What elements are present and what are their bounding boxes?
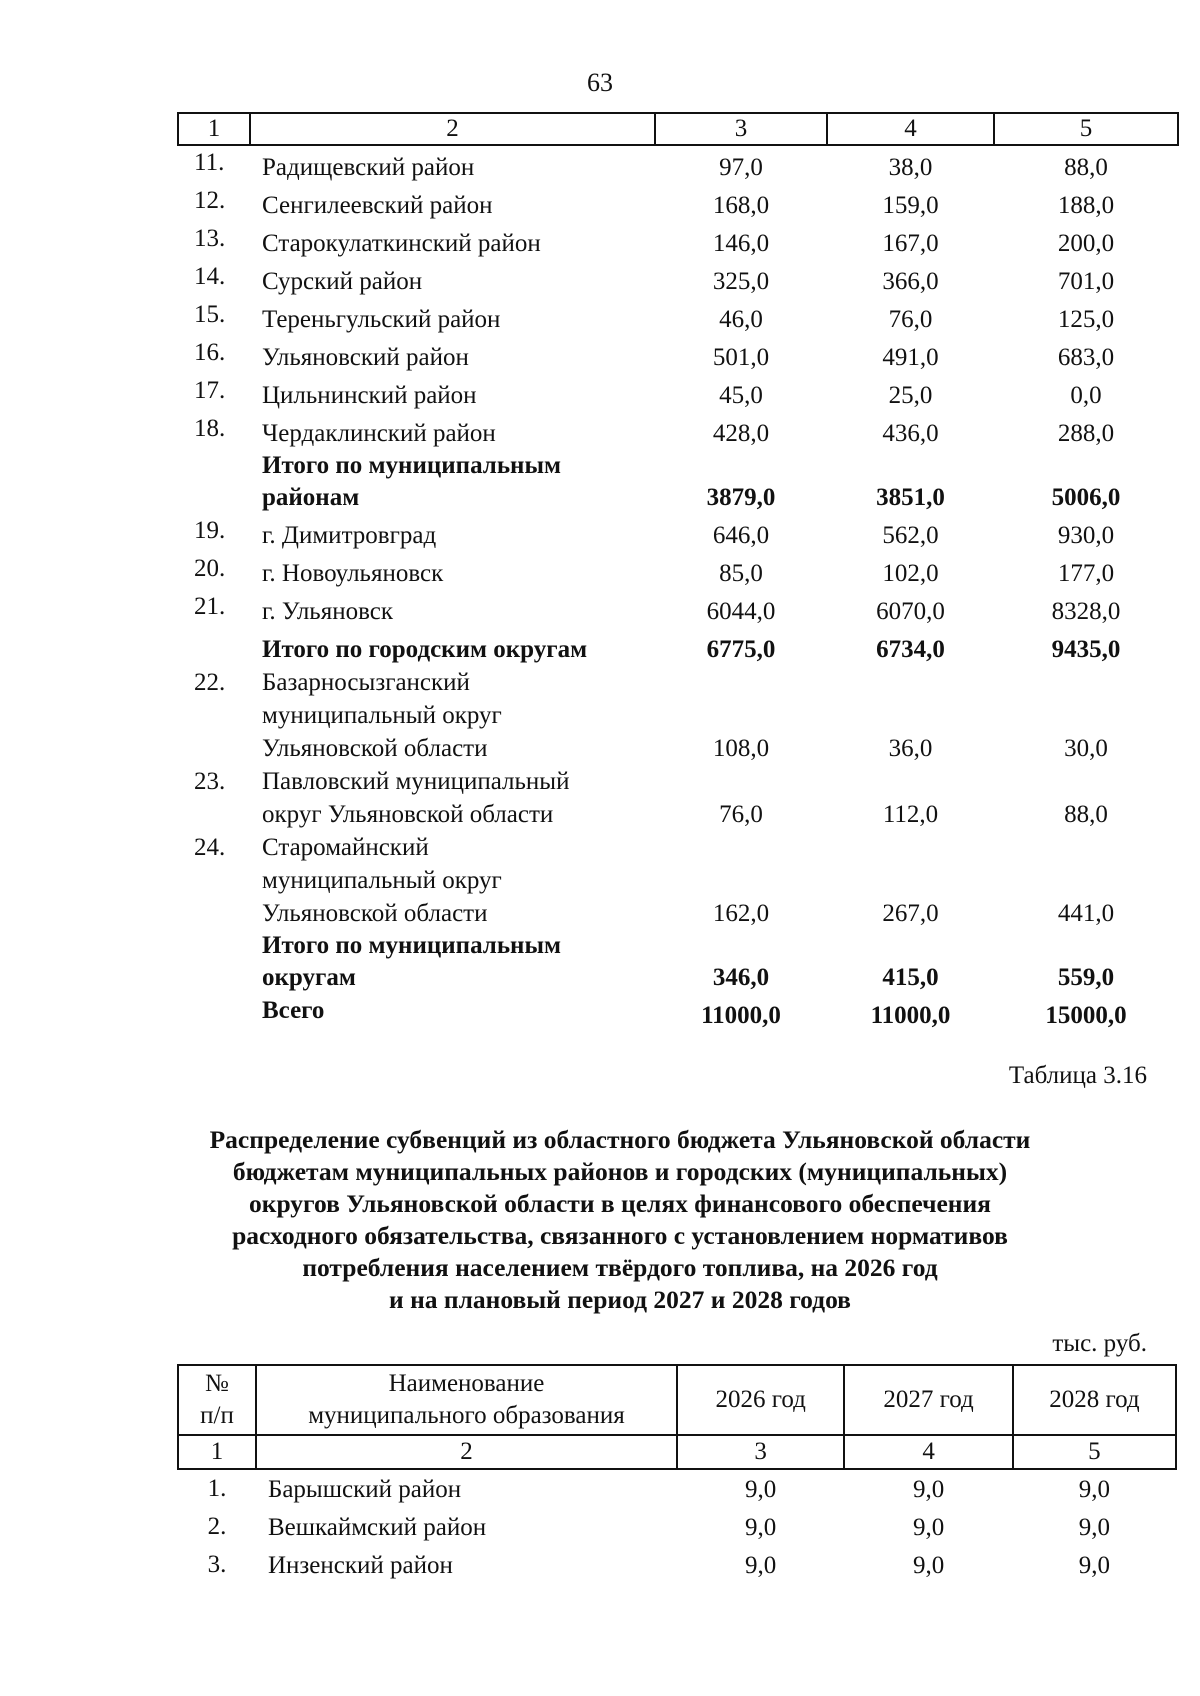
column-number-row [178, 113, 1178, 145]
title-line: Распределение субвенций из областного бюджета Ульяновской области [209, 1125, 1031, 1154]
table-row [178, 260, 1178, 298]
row-number: 17. [194, 377, 226, 404]
value-2028: 701,0 [1057, 268, 1115, 295]
value-2026: 646,0 [712, 522, 770, 549]
column-number: 3 [677, 1435, 844, 1469]
subvention-table [177, 1364, 1177, 1584]
total-2026: 6775,0 [706, 636, 776, 663]
district-name: Вешкаймский район [267, 1513, 487, 1541]
column-number: 1 [178, 1435, 256, 1469]
value-2028: 441,0 [1057, 900, 1115, 927]
total-label-line: округам [262, 964, 356, 991]
row-number: 14. [194, 263, 226, 290]
header-number-line: п/п [200, 1402, 234, 1429]
grand-total-2027: 11000,0 [870, 1002, 951, 1029]
value-2027: 366,0 [882, 268, 939, 295]
total-row-districts [178, 450, 1178, 514]
row-number: 20. [194, 555, 226, 582]
row-number: 11. [194, 149, 225, 176]
value-2028: 125,0 [1057, 306, 1115, 333]
table-row [178, 552, 1178, 590]
value-2026: 9,0 [745, 1475, 777, 1503]
value-2028: 0,0 [1070, 382, 1102, 409]
city-name: г. Новоульяновск [262, 560, 444, 587]
units-label: тыс. руб. [1052, 1330, 1147, 1357]
value-2027: 562,0 [882, 522, 939, 549]
column-number-row [178, 1435, 1176, 1469]
value-2028: 88,0 [1064, 154, 1108, 181]
title-line: потребления населением твёрдого топлива, на 2026 год [302, 1253, 938, 1282]
grand-total-2026: 11000,0 [701, 1002, 781, 1029]
value-2026: 9,0 [745, 1551, 777, 1579]
value-2027: 436,0 [882, 420, 939, 447]
district-name: Ульяновский район [262, 344, 469, 371]
district-name: Барышский район [267, 1475, 462, 1503]
header-name-line: муниципального образования [308, 1402, 625, 1429]
table-row [178, 374, 1178, 412]
column-number: 5 [994, 113, 1178, 145]
total-2027: 415,0 [882, 964, 939, 991]
value-2028: 9,0 [1078, 1475, 1110, 1503]
row-number: 23. [194, 768, 226, 795]
total-row-okrugs [178, 930, 1178, 994]
table-row [178, 590, 1178, 628]
total-row-cities [178, 628, 1178, 666]
value-2026: 6044,0 [706, 598, 776, 625]
value-2028: 177,0 [1057, 560, 1115, 587]
row-number: 16. [194, 339, 226, 366]
okrug-name-line: муниципальный округ [262, 867, 502, 894]
value-2027: 9,0 [912, 1513, 945, 1541]
value-2026: 325,0 [712, 268, 770, 295]
value-2027: 491,0 [882, 344, 939, 371]
header-number-line: № [205, 1370, 229, 1397]
total-2027: 3851,0 [876, 484, 945, 511]
value-2026: 428,0 [712, 420, 770, 447]
header-2027: 2027 год [844, 1365, 1012, 1435]
okrug-name-line: Старомайнский [262, 834, 429, 861]
value-2027: 102,0 [882, 560, 939, 587]
total-label-line: Итого по муниципальным [262, 932, 561, 959]
okrug-name-line: Ульяновской области [262, 735, 488, 762]
total-label-line: районам [262, 484, 360, 511]
value-2026: 108,0 [712, 735, 770, 762]
total-label: Итого по городским округам [262, 636, 588, 663]
value-2027: 76,0 [888, 306, 933, 333]
okrug-name-line: округ Ульяновской области [262, 801, 554, 828]
row-number: 2. [207, 1513, 227, 1540]
value-2028: 930,0 [1057, 522, 1115, 549]
total-2026: 3879,0 [706, 484, 776, 511]
column-number: 2 [250, 113, 655, 145]
row-number: 1. [207, 1475, 227, 1502]
table-row [178, 831, 1178, 930]
grand-total-2028: 15000,0 [1045, 1002, 1127, 1029]
header-row [178, 1365, 1176, 1435]
district-name: Чердаклинский район [262, 420, 496, 447]
district-name: Радищевский район [262, 154, 475, 181]
value-2028: 30,0 [1064, 735, 1108, 762]
table-row [178, 222, 1178, 260]
value-2026: 97,0 [719, 154, 763, 181]
value-2028: 188,0 [1057, 192, 1115, 219]
district-name: Сурский район [262, 268, 423, 295]
table-row [178, 298, 1178, 336]
table-row [178, 412, 1178, 450]
value-2028: 288,0 [1057, 420, 1115, 447]
grand-total-row [178, 994, 1178, 1032]
city-name: г. Ульяновск [262, 598, 393, 625]
value-2028: 9,0 [1078, 1551, 1110, 1579]
okrug-name-line: Базарносызганский [262, 669, 470, 696]
value-2027: 167,0 [882, 230, 939, 257]
row-number: 21. [194, 593, 226, 620]
column-number: 4 [827, 113, 994, 145]
okrug-name-line: Ульяновской области [262, 900, 488, 927]
city-name: г. Димитровград [262, 522, 437, 549]
table-row [178, 1508, 1176, 1546]
row-number: 12. [194, 187, 226, 214]
column-number: 4 [844, 1435, 1012, 1469]
okrug-name-line: Павловский муниципальный [262, 768, 570, 795]
title-line: бюджетам муниципальных районов и городских (муниципальных) [232, 1157, 1008, 1186]
value-2028: 88,0 [1064, 801, 1108, 828]
table-title [120, 1124, 1120, 1316]
value-2027: 112,0 [882, 801, 939, 828]
district-name: Тереньгульский район [262, 306, 501, 333]
grand-total-label: Всего [262, 997, 325, 1024]
header-number [178, 1365, 256, 1435]
title-line: расходного обязательства, связанного с установлением нормативов [232, 1221, 1008, 1250]
total-2028: 559,0 [1057, 964, 1115, 991]
total-label [250, 450, 655, 514]
value-2026: 9,0 [745, 1513, 777, 1541]
value-2026: 146,0 [712, 230, 770, 257]
value-2028: 8328,0 [1051, 598, 1121, 625]
value-2026: 46,0 [719, 306, 763, 333]
total-2026: 346,0 [712, 964, 770, 991]
column-number: 5 [1013, 1435, 1176, 1469]
district-name: Цильнинский район [262, 382, 477, 409]
district-name: Сенгилеевский район [262, 192, 493, 219]
table-row [178, 666, 1178, 765]
total-2027: 6734,0 [876, 636, 945, 663]
row-number: 3. [207, 1551, 227, 1578]
header-name-line: Наименование [388, 1370, 545, 1397]
value-2027: 38,0 [888, 154, 933, 181]
column-number: 2 [256, 1435, 677, 1469]
total-label-line: Итого по муниципальным [262, 452, 561, 479]
okrug-name [250, 831, 655, 930]
okrug-name-line: муниципальный округ [262, 702, 502, 729]
table-label: Таблица 3.16 [1008, 1062, 1147, 1089]
value-2026: 76,0 [719, 801, 763, 828]
row-number: 22. [194, 669, 226, 696]
table-row [178, 765, 1178, 831]
header-name [256, 1365, 677, 1435]
value-2026: 501,0 [712, 344, 770, 371]
value-2028: 9,0 [1078, 1513, 1110, 1541]
title-line: округов Ульяновской области в целях финансового обеспечения [249, 1189, 991, 1218]
header-2028: 2028 год [1013, 1365, 1176, 1435]
title-line: и на плановый период 2027 и 2028 годов [389, 1285, 851, 1314]
column-number: 1 [178, 113, 250, 145]
district-name: Старокулаткинский район [262, 230, 541, 257]
value-2028: 683,0 [1057, 344, 1115, 371]
table-row [178, 145, 1178, 184]
value-2026: 162,0 [712, 900, 770, 927]
value-2027: 36,0 [888, 735, 933, 762]
value-2027: 9,0 [912, 1475, 945, 1503]
value-2028: 200,0 [1057, 230, 1115, 257]
value-2027: 25,0 [888, 382, 933, 409]
okrug-name [250, 765, 655, 831]
value-2027: 159,0 [882, 192, 939, 219]
column-number: 3 [655, 113, 827, 145]
total-2028: 9435,0 [1051, 636, 1121, 663]
table-row [178, 514, 1178, 552]
value-2026: 168,0 [712, 192, 770, 219]
value-2027: 267,0 [882, 900, 939, 927]
row-number: 18. [194, 415, 226, 442]
value-2027: 9,0 [912, 1551, 945, 1579]
page-number: 63 [587, 68, 613, 97]
table-row [178, 336, 1178, 374]
total-2028: 5006,0 [1051, 484, 1121, 511]
table-row [178, 1546, 1176, 1584]
table-row [178, 184, 1178, 222]
value-2027: 6070,0 [876, 598, 945, 625]
header-2026: 2026 год [677, 1365, 844, 1435]
row-number: 15. [194, 301, 226, 328]
allocation-table-continued [177, 112, 1179, 1032]
okrug-name [250, 666, 655, 765]
table-row [178, 1469, 1176, 1508]
row-number: 13. [194, 225, 226, 252]
district-name: Инзенский район [267, 1551, 453, 1579]
row-number: 19. [194, 517, 226, 544]
total-label [250, 930, 655, 994]
row-number: 24. [194, 834, 226, 861]
value-2026: 45,0 [719, 382, 763, 409]
value-2026: 85,0 [719, 560, 763, 587]
